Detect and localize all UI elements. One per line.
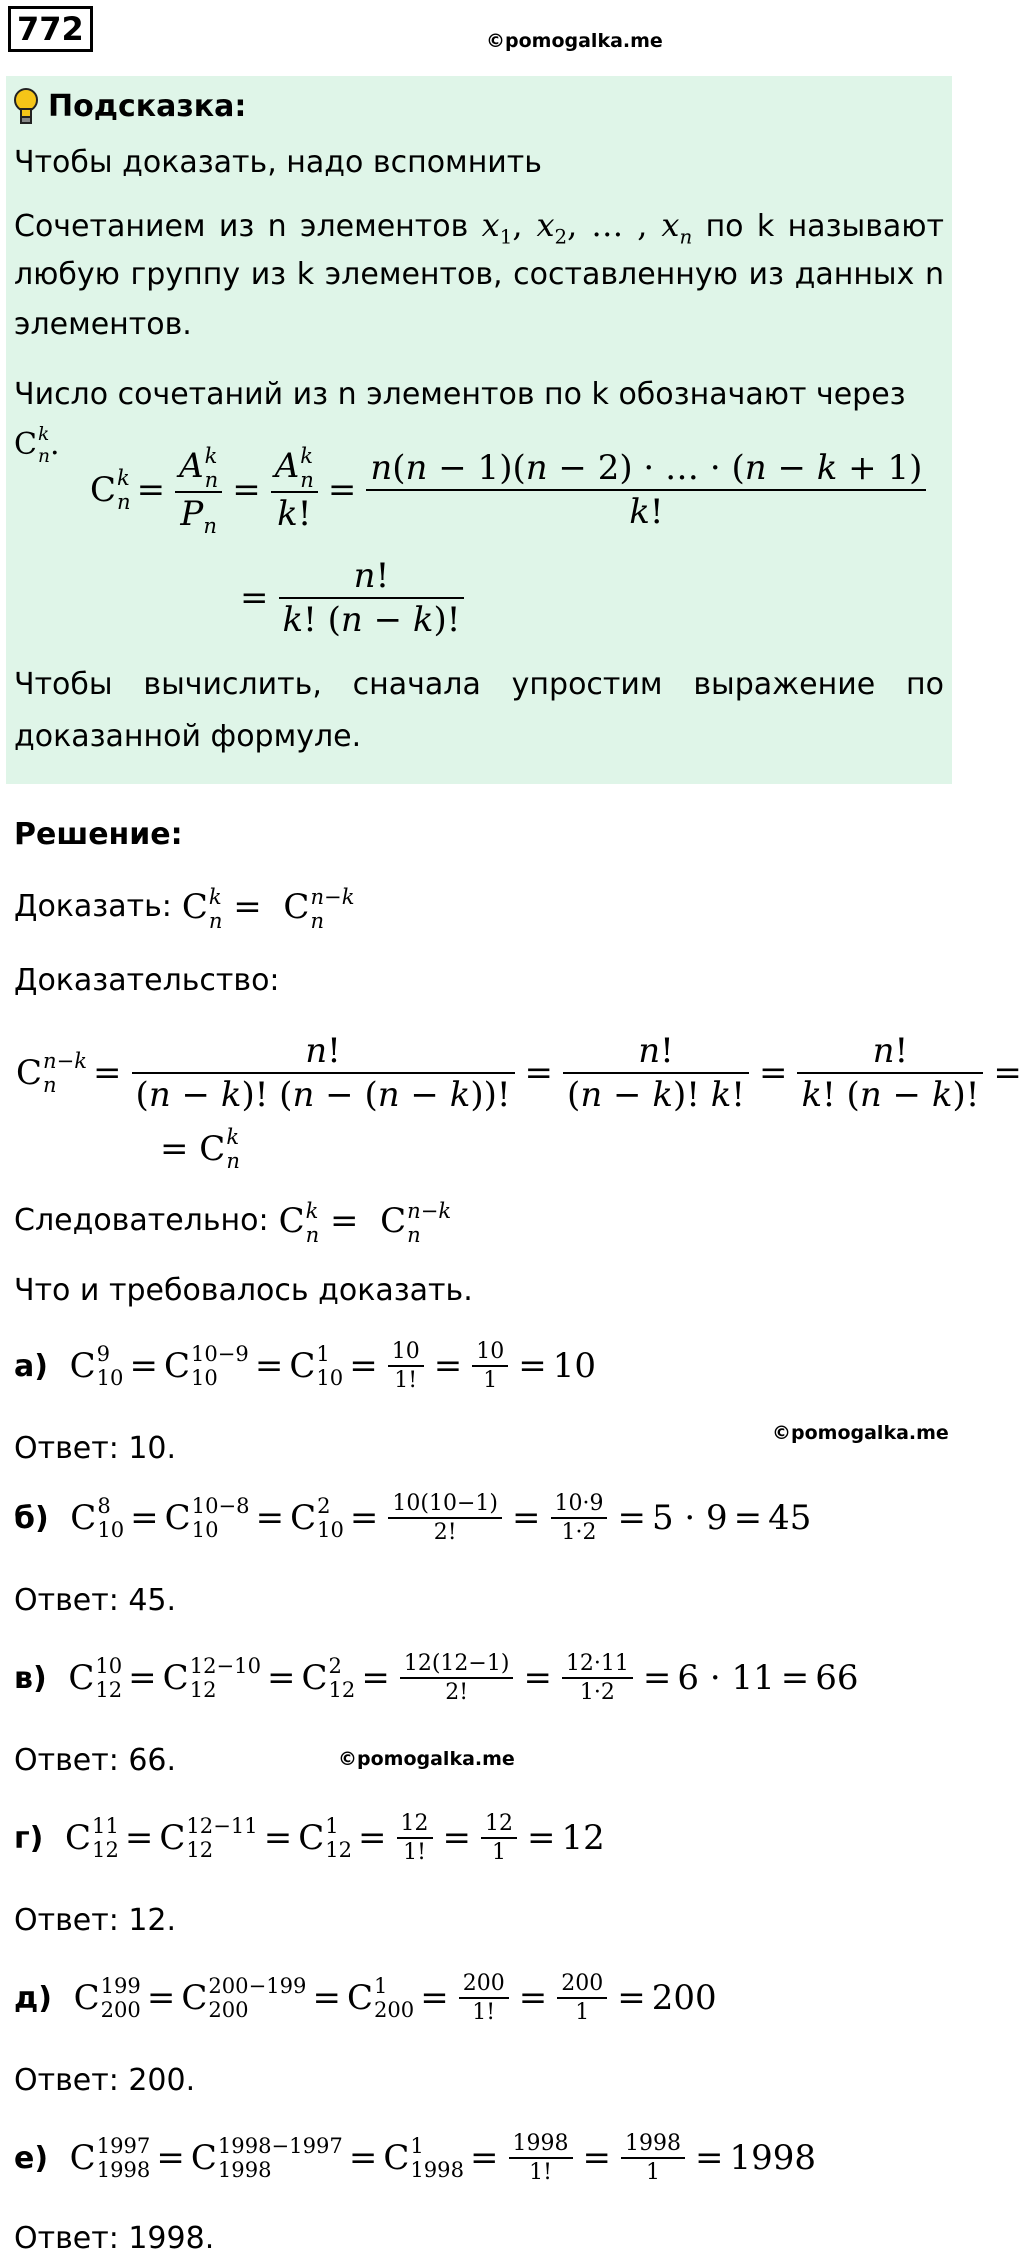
part-d-answer: Ответ: 12. — [14, 1903, 177, 1938]
combination-formula-line2: = $\frac{n!}{k! (n - k)!}$ — [234, 548, 468, 648]
part-c-formula: в) C 10 12 = C 12−10 12 = C 2 12 = $\frac{12(12-1)}{2!}$ = $\frac{12\cdot 11}{1\cdot 2}$ = 6 · 11 = 66 — [14, 1650, 859, 1705]
hint-final-line2: доказанной формуле. — [14, 719, 362, 754]
part-e-label: д) — [14, 1980, 52, 2016]
part-b-answer: Ответ: 45. — [14, 1583, 177, 1618]
part-c-label: в) — [14, 1660, 47, 1696]
notation-text: Число сочетаний из n элементов по k обозначают через — [14, 377, 906, 412]
hint-title: Подсказка: — [48, 89, 247, 124]
elements-formula: $x_1$, $x_2$, … , $x_n$ — [481, 206, 693, 249]
hint-header — [12, 84, 246, 130]
part-e-answer: Ответ: 200. — [14, 2063, 196, 2098]
part-d-label: г) — [14, 1820, 44, 1856]
proof-label: Доказательство: — [14, 963, 280, 998]
watermark: ©pomogalka.me — [486, 30, 663, 52]
lightbulb-icon — [12, 87, 40, 127]
combination-formula-line1: C k n = A k n $P_n$ = A k n k! = $\frac{n(n - 1)(n - 2) \cdot \dots \cdot (n - k + 1)}{k!}$ — [90, 440, 930, 540]
hint-definition-line1 — [14, 200, 944, 252]
prove-statement: Доказать: C k n = C n−k n — [14, 883, 355, 933]
solution-title: Решение: — [14, 817, 183, 852]
qed-text: Что и требовалось доказать. — [14, 1273, 473, 1308]
hint-final-line1: Чтобы вычислить, сначала упростим выражение по — [14, 667, 944, 702]
hint-intro: Чтобы доказать, надо вспомнить — [14, 145, 542, 180]
part-a-answer: Ответ: 10. — [14, 1431, 177, 1466]
hint-definition-line3: элементов. — [14, 307, 192, 342]
prove-label: Доказать: — [14, 889, 172, 925]
therefore-statement: Следовательно: C k n = C n−k n — [14, 1197, 452, 1247]
proof-formula-line2: = C k n — [160, 1123, 240, 1173]
part-f-answer: Ответ: 1998. — [14, 2221, 215, 2256]
watermark: ©pomogalka.me — [772, 1422, 949, 1444]
part-f-label: е) — [14, 2140, 49, 2176]
problem-number: 772 — [8, 6, 93, 52]
part-a-label: а) — [14, 1348, 48, 1384]
part-a-formula: а) C 9 10 = C 10−9 10 = C 1 10 = $\frac{10}{1!}$ = $\frac{10}{1}$ = 10 — [14, 1338, 596, 1393]
proof-formula-line1: C n−k n = $\frac{n!}{(n - k)! (n - (n - k))!}$ = $\frac{n!}{(n - k)! k!}$ = $\frac{n!}{k! (n - k)!}$ = — [16, 1030, 1022, 1115]
part-e-formula: д) C 199 200 = C 200−199 200 = C 1 200 = $\frac{200}{1!}$ = $\frac{200}{1}$ = 200 — [14, 1970, 717, 2025]
part-d-formula: г) C 11 12 = C 12−11 12 = C 1 12 = $\frac{12}{1!}$ = $\frac{12}{1}$ = 12 — [14, 1810, 605, 1865]
watermark: ©pomogalka.me — [338, 1748, 515, 1770]
part-b-formula: б) C 8 10 = C 10−8 10 = C 2 10 = $\frac{10(10-1)}{2!}$ = $\frac{10\cdot 9}{1\cdot 2}$ = 5 · 9 = 45 — [14, 1490, 812, 1545]
definition-part2: по k называют — [705, 209, 944, 244]
part-f-formula: е) C 1997 1998 = C 1998−1997 1998 = C 1 1998 = $\frac{1998}{1!}$ = $\frac{1998}{1}$ = 1998 — [14, 2130, 817, 2185]
therefore-label: Следовательно: — [14, 1203, 269, 1239]
part-b-label: б) — [14, 1500, 49, 1536]
hint-notation: Число сочетаний из n элементов по k обозначают через C k n . — [14, 377, 906, 467]
hint-definition-line2: любую группу из k элементов, составленную из данных n — [14, 257, 944, 292]
definition-part1: Сочетанием из n элементов — [14, 209, 469, 244]
part-c-answer: Ответ: 66. — [14, 1743, 177, 1778]
